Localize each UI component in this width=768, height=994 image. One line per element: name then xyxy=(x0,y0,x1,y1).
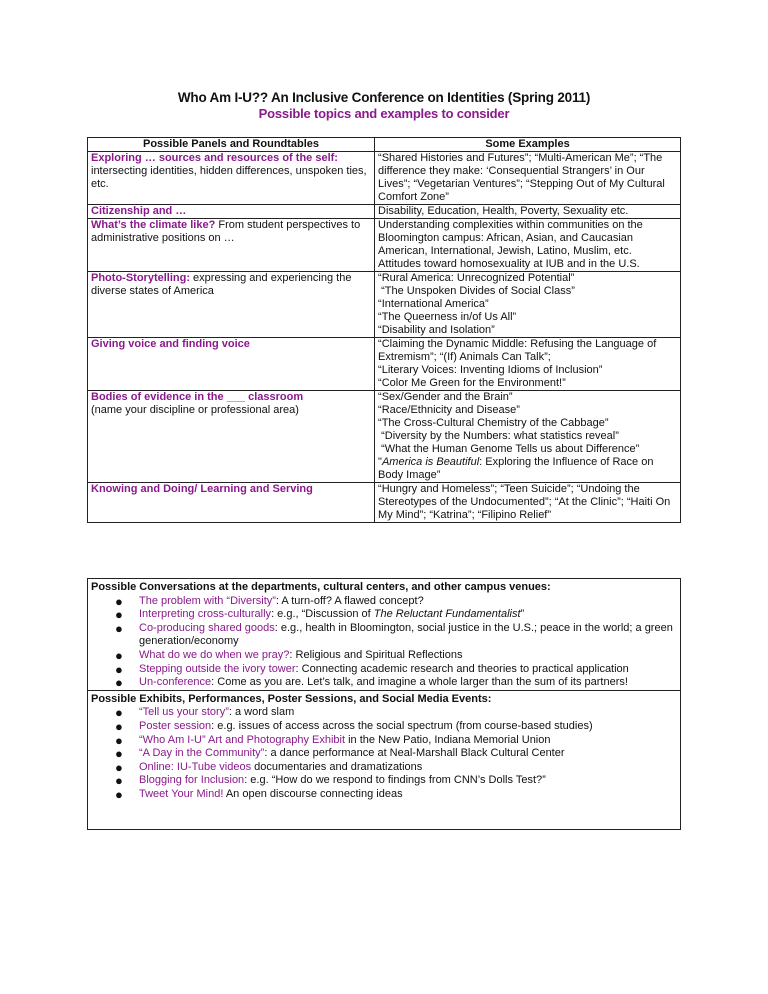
item-rest: in the New Patio, Indiana Memorial Union xyxy=(345,733,551,746)
example-line: "America is Beautiful: Exploring the Influence of Race on Body Image” xyxy=(378,456,654,481)
list-item xyxy=(115,761,677,775)
table-row xyxy=(88,338,681,391)
example-line: “The Queerness in/of Us All” xyxy=(378,311,517,323)
panel-heading: Knowing and Doing/ Learning and Serving xyxy=(91,483,313,495)
exhibits-list xyxy=(91,706,677,801)
panel-heading: What’s the climate like? xyxy=(91,219,216,231)
examples-cell: Disability, Education, Health, Poverty, Sexuality etc. xyxy=(375,205,681,219)
panel-description: expressing and experiencing the diverse states of America xyxy=(91,272,352,297)
panel-cell xyxy=(88,152,375,205)
item-rest: : a dance performance at Neal-Marshall Black Cultural Center xyxy=(264,747,565,760)
panel-cell xyxy=(88,205,375,219)
list-item xyxy=(115,676,677,690)
example-line: “Disability and Isolation” xyxy=(378,324,495,336)
conversations-list xyxy=(91,595,677,690)
conversations-heading: Possible Conversations at the departments, cultural centers, and other campus venues: xyxy=(91,581,551,593)
example-line: “The Cross-Cultural Chemistry of the Cabbage” xyxy=(378,417,609,429)
bullet-icon: ● xyxy=(115,718,123,734)
item-lead: What do we do when we pray? xyxy=(139,648,290,661)
panel-heading: Giving voice and finding voice xyxy=(91,338,250,350)
item-rest: : Connecting academic research and theories to practical application xyxy=(295,662,629,675)
panel-cell xyxy=(88,391,375,483)
document-title: Who Am I-U?? An Inclusive Conference on Identities (Spring 2011) xyxy=(177,90,591,105)
bullet-icon: ● xyxy=(115,593,123,609)
panel-heading: Exploring … sources and resources of the self: xyxy=(91,152,338,164)
panel-cell xyxy=(88,338,375,391)
table-row xyxy=(88,272,681,338)
events-box xyxy=(87,578,681,830)
table-row xyxy=(88,483,681,523)
item-lead: Poster session xyxy=(139,719,212,732)
bullet-icon: ● xyxy=(115,675,123,691)
table-header-row xyxy=(88,138,681,152)
item-rest: : Religious and Spiritual Reflections xyxy=(289,648,463,661)
example-line: “Color Me Green for the Environment!” xyxy=(378,377,566,389)
panels-table xyxy=(87,137,681,523)
examples-cell: Understanding complexities within communities on the Bloomington campus: African, Asian, and Caucasian American, International, Jewish, Latino, Muslim, etc. Attitudes toward homosexuality at IUB and in the U.S. xyxy=(375,219,681,272)
bullet-icon: ● xyxy=(115,732,123,748)
item-lead: Tweet Your Mind! xyxy=(139,787,224,800)
list-item xyxy=(115,788,677,802)
list-item xyxy=(115,706,677,720)
examples-cell xyxy=(375,338,681,391)
panel-heading: Citizenship and … xyxy=(91,205,187,217)
example-line: “The Unspoken Divides of Social Class” xyxy=(378,285,575,297)
list-item xyxy=(115,720,677,734)
examples-cell xyxy=(375,272,681,338)
bullet-icon: ● xyxy=(115,620,123,636)
bullet-icon: ● xyxy=(115,705,123,721)
list-item xyxy=(115,649,677,663)
exhibits-heading: Possible Exhibits, Performances, Poster Sessions, and Social Media Events: xyxy=(91,692,492,705)
panel-description: From student perspectives to administrative positions on … xyxy=(91,219,361,244)
list-item xyxy=(115,608,677,622)
panel-cell xyxy=(88,483,375,523)
example-line: “Claiming the Dynamic Middle: Refusing the Language of Extremism”; “(If) Animals Can Talk”; xyxy=(378,338,657,363)
item-rest: An open discourse connecting ideas xyxy=(223,787,403,800)
table-row xyxy=(88,152,681,205)
header-panels: Possible Panels and Roundtables xyxy=(88,138,375,152)
item-rest: : A turn-off? A flawed concept? xyxy=(275,594,424,607)
examples-cell: “Shared Histories and Futures”; “Multi-American Me”; “The difference they make: ‘Consequential Strangers’ in Our Lives”; “Vegetarian Ventures”; “Stepping Out of My Cultural Comfort Zone” xyxy=(375,152,681,205)
conversations-section xyxy=(88,579,680,690)
item-rest: : e.g. “How do we respond to findings from CNN’s Dolls Test?” xyxy=(244,774,546,787)
example-line: “Diversity by the Numbers: what statistics reveal” xyxy=(378,430,619,442)
table-row xyxy=(88,219,681,272)
item-rest: : Come as you are. Let’s talk, and imagine a whole larger than the sum of its partners! xyxy=(211,676,628,689)
item-lead: The problem with “Diversity” xyxy=(139,594,276,607)
panel-cell xyxy=(88,272,375,338)
item-lead: Interpreting cross-culturally xyxy=(139,608,272,621)
table-row xyxy=(88,205,681,219)
list-item xyxy=(115,747,677,761)
example-italic-title: America is Beautiful xyxy=(381,456,480,468)
example-line: “Literary Voices: Inventing Idioms of Inclusion” xyxy=(378,364,603,376)
examples-cell: “Hungry and Homeless”; “Teen Suicide”; “Undoing the Stereotypes of the Undocumented”; “At the Clinic”; “Haiti On My Mind”; “Katrina”; “Filipino Relief” xyxy=(375,483,681,523)
bullet-icon: ● xyxy=(115,746,123,762)
list-item xyxy=(115,663,677,677)
item-italic: The Reluctant Fundamentalist xyxy=(373,608,521,621)
item-lead: “Tell us your story” xyxy=(139,706,229,719)
panel-heading: Photo-Storytelling: xyxy=(91,272,190,284)
example-line: “Sex/Gender and the Brain” xyxy=(378,391,513,403)
item-rest: : a word slam xyxy=(228,706,295,719)
item-lead: Co-producing shared goods xyxy=(139,621,275,634)
list-item xyxy=(115,774,677,788)
list-item xyxy=(115,734,677,748)
item-rest: : e.g., “Discussion of xyxy=(271,608,374,621)
list-item xyxy=(115,595,677,609)
example-line: “Race/Ethnicity and Disease” xyxy=(378,404,520,416)
item-rest: documentaries and dramatizations xyxy=(251,760,423,773)
panel-description: (name your discipline or professional area) xyxy=(91,404,299,416)
bullet-icon: ● xyxy=(115,607,123,623)
exhibits-section xyxy=(88,690,680,802)
panel-heading: Bodies of evidence in the ___ classroom xyxy=(91,391,304,403)
item-tail: ” xyxy=(520,608,525,621)
item-lead: Online: IU-Tube videos xyxy=(139,760,252,773)
table-row xyxy=(88,391,681,483)
bullet-icon: ● xyxy=(115,661,123,677)
example-line: “International America” xyxy=(378,298,489,310)
examples-cell xyxy=(375,391,681,483)
panel-description: intersecting identities, hidden differences, unspoken ties, etc. xyxy=(91,165,367,190)
document-subtitle: Possible topics and examples to consider xyxy=(258,106,510,121)
item-lead: Stepping outside the ivory tower xyxy=(139,662,296,675)
example-line: “Rural America: Unrecognized Potential” xyxy=(378,272,575,284)
example-line: “What the Human Genome Tells us about Difference” xyxy=(378,443,640,455)
panel-cell xyxy=(88,219,375,272)
bullet-icon: ● xyxy=(115,773,123,789)
list-item xyxy=(115,622,677,649)
bullet-icon: ● xyxy=(115,759,123,775)
item-lead: Un-conference xyxy=(139,676,212,689)
bullet-icon: ● xyxy=(115,786,123,802)
bullet-icon: ● xyxy=(115,647,123,663)
item-lead: “Who Am I-U” Art and Photography Exhibit xyxy=(139,733,346,746)
item-rest: : e.g., health in Bloomington, social justice in the U.S.; peace in the world; a green generation/economy xyxy=(139,621,673,648)
header-examples: Some Examples xyxy=(375,138,681,152)
item-lead: Blogging for Inclusion xyxy=(139,774,245,787)
item-rest: : e.g. issues of access across the social spectrum (from course-based studies) xyxy=(211,719,593,732)
item-lead: “A Day in the Community” xyxy=(139,747,265,760)
example-rest: : Exploring the Influence of Race on Body Image” xyxy=(378,456,654,481)
